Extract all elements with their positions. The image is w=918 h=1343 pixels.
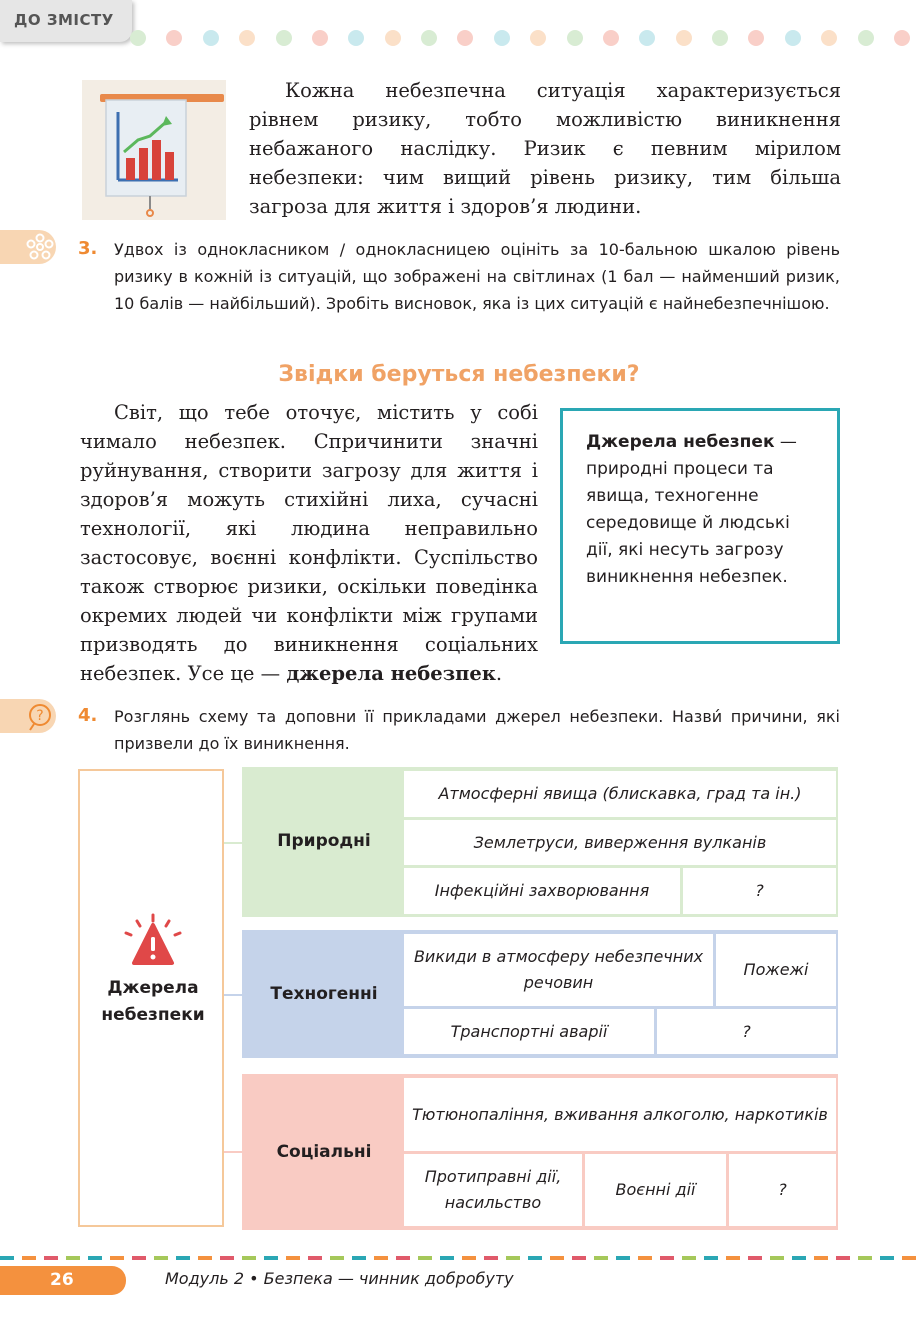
task-3-number: 3. xyxy=(78,238,98,259)
footer-dash xyxy=(286,1256,300,1260)
decorative-dot xyxy=(239,30,255,46)
cell-earthquakes: Землетруси, виверження вулканів xyxy=(404,820,836,865)
footer-dash xyxy=(396,1256,410,1260)
footer-dash xyxy=(352,1256,366,1260)
connector-technogenic xyxy=(224,994,242,996)
footer-dash xyxy=(22,1256,36,1260)
decorative-dot xyxy=(639,30,655,46)
cell-military-actions: Воєнні дії xyxy=(585,1154,726,1226)
footer-dash xyxy=(132,1256,146,1260)
footer-dash xyxy=(902,1256,916,1260)
decorative-dot xyxy=(385,30,401,46)
task-4-text: Розглянь схему та доповни її прикладами джерел небезпеки. Назви́ причини, які призвели до їх виникнення. xyxy=(114,707,840,753)
cell-transport-accidents: Транспортні аварії xyxy=(404,1009,654,1054)
decorative-dot xyxy=(858,30,874,46)
footer-dash xyxy=(308,1256,322,1260)
footer-dash xyxy=(814,1256,828,1260)
page-number-badge xyxy=(0,1266,126,1295)
group-technogenic xyxy=(242,930,838,1058)
footer-dash xyxy=(110,1256,124,1260)
decorative-dot xyxy=(603,30,619,46)
cell-emissions: Викиди в атмосферу небезпечних речовин xyxy=(404,934,713,1006)
cell-social-blank[interactable]: ? xyxy=(729,1154,836,1226)
svg-text:?: ? xyxy=(36,708,44,724)
cell-technogenic-blank[interactable]: ? xyxy=(657,1009,836,1054)
group-title-technogenic: Техногенні xyxy=(270,984,378,1004)
definition-term: Джерела небезпек xyxy=(586,432,775,452)
group-social xyxy=(242,1074,838,1230)
footer-dash xyxy=(660,1256,674,1260)
decorative-dot xyxy=(567,30,583,46)
main-paragraph xyxy=(80,398,842,688)
footer-dashed-line xyxy=(0,1256,918,1260)
footer-dash xyxy=(374,1256,388,1260)
decorative-dot xyxy=(348,30,364,46)
footer-dash xyxy=(462,1256,476,1260)
footer-dash xyxy=(154,1256,168,1260)
source-box xyxy=(78,769,224,1227)
footer-dash xyxy=(638,1256,652,1260)
footer-dash xyxy=(0,1256,14,1260)
decorative-dots xyxy=(130,30,910,46)
question-icon xyxy=(0,699,56,733)
group-work-icon xyxy=(0,230,56,264)
decorative-dot xyxy=(530,30,546,46)
section-heading: Звідки беруться небезпеки? xyxy=(278,362,640,387)
footer-dash xyxy=(220,1256,234,1260)
footer-dash xyxy=(484,1256,498,1260)
warning-icon xyxy=(120,913,186,969)
main-paragraph-bold: джерела небезпек xyxy=(286,662,496,685)
intro-paragraph: Кожна небезпечна ситуація характеризується рівнем ризику, тобто можливістю виникнення небажаного наслідку. Ризик є певним мірилом небезпеки: чим вищий рівень ризику, тим більша загроза для життя і здоров’я людини. xyxy=(249,79,841,218)
toc-tab[interactable] xyxy=(0,0,132,42)
footer-dash xyxy=(66,1256,80,1260)
danger-sources-diagram xyxy=(78,767,840,1231)
cell-natural-blank[interactable]: ? xyxy=(683,868,836,914)
cell-smoking-alcohol: Тютюнопаління, вживання алкоголю, наркотиків xyxy=(404,1078,836,1151)
chart-board-illustration xyxy=(82,80,226,220)
footer-dash xyxy=(440,1256,454,1260)
main-paragraph-text: Світ, що тебе оточує, містить у собі чимало небезпек. Спричинити значні руйнування, створити загрозу для життя і здоров’я можуть стихійні лиха, сучасні технології, які людина неправильно застосовує, воєнні конфлікти. Суспільство також створює ризики, оскільки поведінка окремих людей чи конфлікти між групами призводять до виникнення соціальних небезпек. Усе це — xyxy=(80,401,538,685)
footer-dash xyxy=(572,1256,586,1260)
main-paragraph-end: . xyxy=(495,662,503,685)
footer-dash xyxy=(418,1256,432,1260)
footer-dash xyxy=(836,1256,850,1260)
cell-infections: Інфекційні захворювання xyxy=(404,868,680,914)
decorative-dot xyxy=(785,30,801,46)
decorative-dot xyxy=(421,30,437,46)
decorative-dot xyxy=(821,30,837,46)
group-title-social: Соціальні xyxy=(276,1142,372,1162)
footer-dash xyxy=(528,1256,542,1260)
decorative-dot xyxy=(494,30,510,46)
footer-module-text: Модуль 2 • Безпека — чинник добробуту xyxy=(165,1269,514,1288)
footer-dash xyxy=(594,1256,608,1260)
footer-dash xyxy=(176,1256,190,1260)
decorative-dot xyxy=(676,30,692,46)
footer-dash xyxy=(792,1256,806,1260)
footer-dash xyxy=(264,1256,278,1260)
definition-box xyxy=(560,408,840,644)
footer-dash xyxy=(726,1256,740,1260)
cell-illegal-actions: Протиправні дії, насильство xyxy=(404,1154,582,1226)
footer-dash xyxy=(858,1256,872,1260)
footer-dash xyxy=(616,1256,630,1260)
decorative-dot xyxy=(712,30,728,46)
cell-atmospheric: Атмосферні явища (блискавка, град та ін.) xyxy=(404,771,836,817)
decorative-dot xyxy=(203,30,219,46)
footer-dash xyxy=(506,1256,520,1260)
footer-dash xyxy=(748,1256,762,1260)
decorative-dot xyxy=(130,30,146,46)
footer-dash xyxy=(198,1256,212,1260)
group-natural xyxy=(242,767,838,917)
task-3-text: Удвох із однокласником / однокласницею оцініть за 10-бальною шкалою рівень ризику в кожній із ситуацій, що зображені на світлинах (1 бал — найменший ризик, 10 балів — найбільший). Зробіть висновок, яка із цих ситуацій є найнебезпечнішою. xyxy=(114,240,840,313)
decorative-dot xyxy=(894,30,910,46)
task-4-number: 4. xyxy=(78,705,98,726)
decorative-dot xyxy=(276,30,292,46)
cell-fires: Пожежі xyxy=(716,934,836,1006)
decorative-dot xyxy=(748,30,764,46)
footer-dash xyxy=(242,1256,256,1260)
footer-dash xyxy=(880,1256,894,1260)
definition-text: — природні процеси та явища, техногенне середовище й людські дії, які несуть загрозу виникнення небезпек. xyxy=(586,432,797,587)
footer-dash xyxy=(704,1256,718,1260)
group-title-natural: Природні xyxy=(277,831,371,851)
connector-natural xyxy=(224,842,242,844)
footer-dash xyxy=(330,1256,344,1260)
footer-dash xyxy=(682,1256,696,1260)
toc-tab-label: ДО ЗМІСТУ xyxy=(14,11,114,29)
footer-dash xyxy=(550,1256,564,1260)
decorative-dot xyxy=(457,30,473,46)
page-number: 26 xyxy=(50,1270,74,1290)
footer-dash xyxy=(88,1256,102,1260)
decorative-dot xyxy=(166,30,182,46)
footer-dash xyxy=(44,1256,58,1260)
decorative-dot xyxy=(312,30,328,46)
source-label: Джерела небезпеки xyxy=(101,978,205,1025)
footer-dash xyxy=(770,1256,784,1260)
connector-social xyxy=(224,1151,242,1153)
